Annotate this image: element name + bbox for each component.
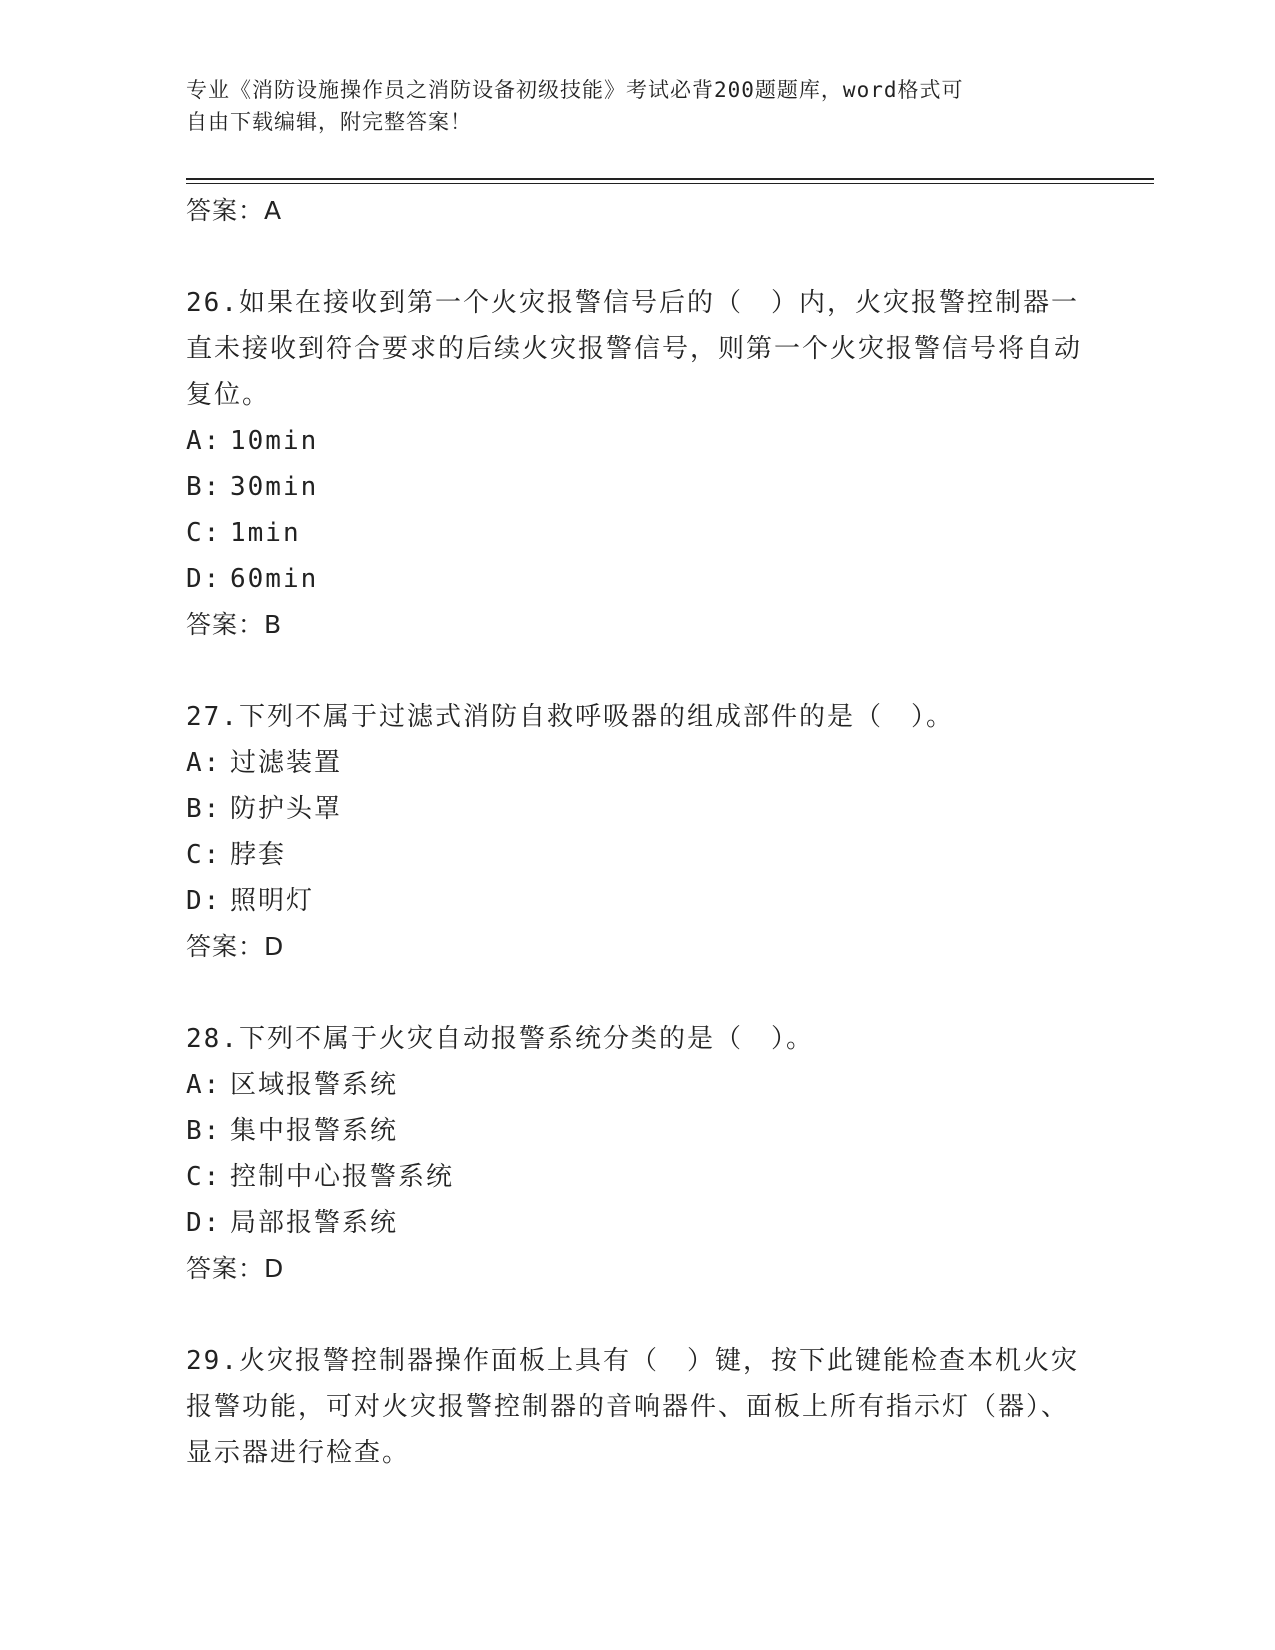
option-letter: A:	[186, 1070, 222, 1100]
option-c	[186, 1154, 1086, 1200]
option-text: 区域报警系统	[230, 1070, 399, 1100]
option-a	[186, 740, 1086, 786]
document-header	[186, 74, 1086, 138]
option-letter: C:	[186, 840, 222, 870]
option-letter: B:	[186, 1116, 222, 1146]
option-d	[186, 878, 1086, 924]
option-letter: B:	[186, 472, 222, 502]
option-letter: B:	[186, 794, 222, 824]
header-line-1: 专业《消防设施操作员之消防设备初级技能》考试必背200题题库，word格式可	[186, 78, 964, 102]
option-a	[186, 1062, 1086, 1108]
question-text: 26.如果在接收到第一个火灾报警信号后的（ ）内，火灾报警控制器一直未接收到符合要求的后续火灾报警信号，则第一个火灾报警信号将自动复位。	[186, 288, 1083, 410]
option-text: 脖套	[230, 840, 287, 870]
option-letter: A:	[186, 426, 222, 456]
question-text: 28.下列不属于火灾自动报警系统分类的是（ ）。	[186, 1024, 814, 1054]
option-b	[186, 1108, 1086, 1154]
option-d	[186, 556, 1086, 602]
question-27	[186, 694, 1086, 970]
option-letter: C:	[186, 518, 222, 548]
option-text: 照明灯	[230, 886, 315, 916]
answer-25: 答案：A	[186, 196, 283, 225]
option-text: 集中报警系统	[230, 1116, 399, 1146]
option-text: 30min	[230, 472, 319, 502]
header-line-2: 自由下载编辑，附完整答案！	[186, 110, 472, 134]
answer-27: 答案：D	[186, 932, 285, 961]
option-text: 60min	[230, 564, 319, 594]
option-c	[186, 510, 1086, 556]
option-letter: C:	[186, 1162, 222, 1192]
answer-28: 答案：D	[186, 1254, 285, 1283]
question-text: 29.火灾报警控制器操作面板上具有（ ）键，按下此键能检查本机火灾报警功能，可对火灾报警控制器的音响器件、面板上所有指示灯（器）、显示器进行检查。	[186, 1346, 1079, 1468]
option-b	[186, 786, 1086, 832]
option-text: 1min	[230, 518, 301, 548]
option-text: 防护头罩	[230, 794, 343, 824]
option-text: 控制中心报警系统	[230, 1162, 455, 1192]
option-c	[186, 832, 1086, 878]
header-divider	[186, 178, 1154, 184]
answer-26: 答案：B	[186, 610, 283, 639]
question-text: 27.下列不属于过滤式消防自救呼吸器的组成部件的是（ ）。	[186, 702, 954, 732]
option-letter: D:	[186, 564, 222, 594]
option-text: 10min	[230, 426, 319, 456]
option-b	[186, 464, 1086, 510]
option-a	[186, 418, 1086, 464]
question-29	[186, 1338, 1086, 1476]
option-d	[186, 1200, 1086, 1246]
option-letter: D:	[186, 886, 222, 916]
question-26	[186, 280, 1086, 648]
option-letter: D:	[186, 1208, 222, 1238]
option-text: 过滤装置	[230, 748, 343, 778]
question-28	[186, 1016, 1086, 1292]
question-list	[186, 188, 1086, 1476]
option-letter: A:	[186, 748, 222, 778]
option-text: 局部报警系统	[230, 1208, 399, 1238]
